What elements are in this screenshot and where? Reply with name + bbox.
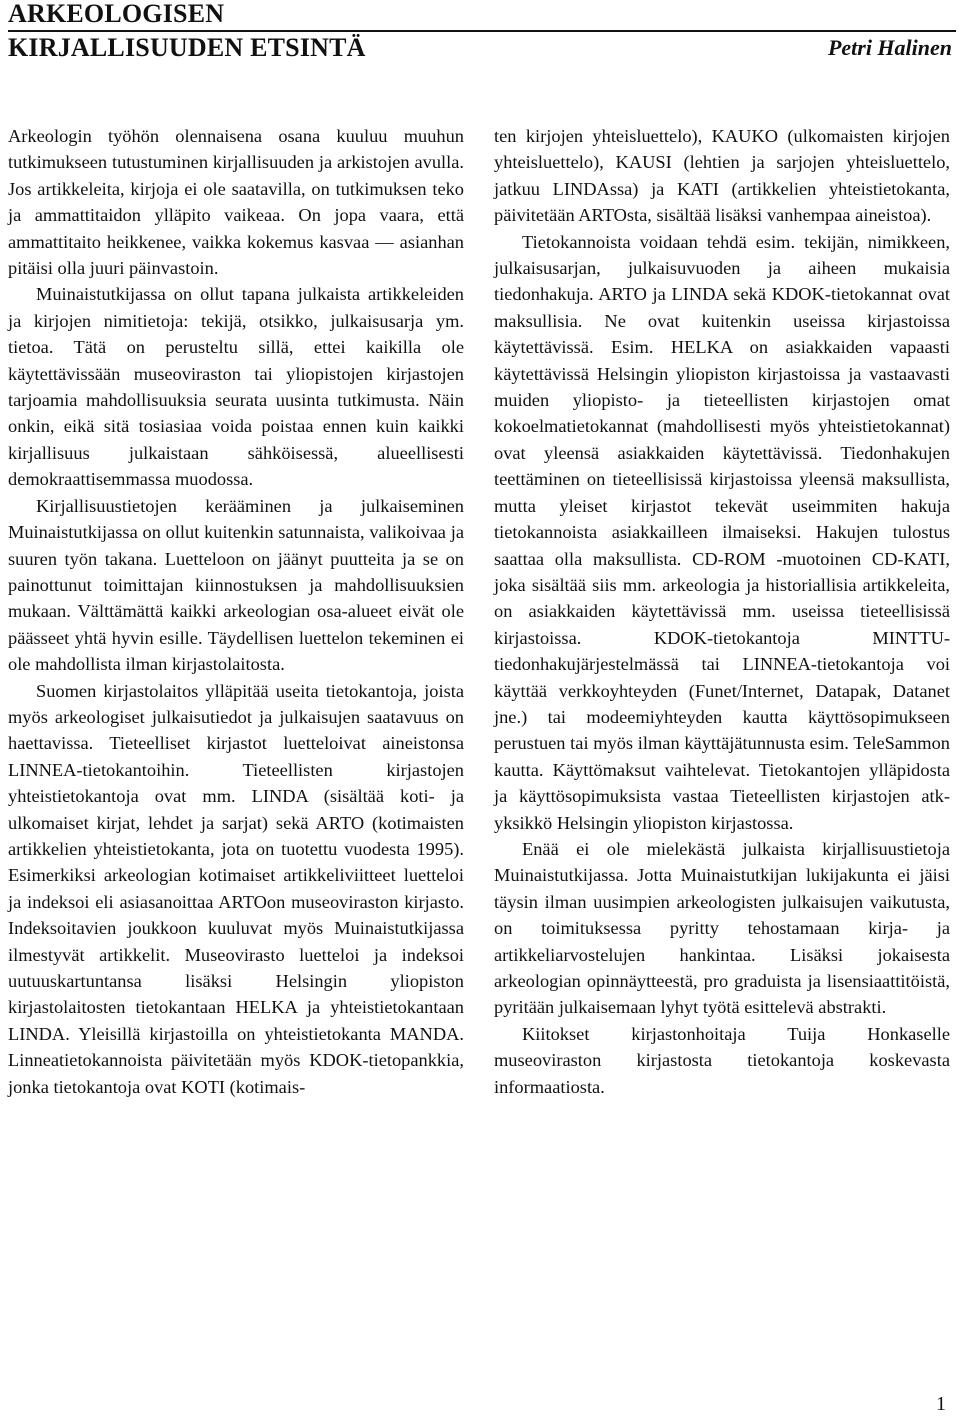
paragraph: Enää ei ole mielekästä julkaista kirjallisuustietoja Muinaistutkijassa. Jotta Muinaistutkijan lukijakunta ei jäisi täysin ilman uusimpien arkeologisten julkaisujen vaikutusta, on toimituksessa pyritty tehostamaan kirja- ja artikkeliarvostelujen hankintaa. Lisäksi jokaisesta arkeologian opinnäytteestä, pro graduista ja lisensiaattitöistä, pyritään julkaisemaan lyhyt työtä esittelevä abstrakti. — [494, 838, 950, 1018]
title-line-1: ARKEOLOGISEN — [8, 0, 225, 28]
author-name: Petri Halinen — [827, 35, 952, 60]
paragraph: Suomen kirjastolaitos ylläpitää useita tietokantoja, joista myös arkeologiset julkaisutiedot ja julkaisujen saatavuus on haettavissa. Tieteelliset kirjastot luetteloivat aineistonsa LINNEA-tietokantoihin. Tieteellisten kirjastojen yhteistietokantoja ovat mm. LINDA (sisältää koti- ja ulkomaiset kirjat, lehdet ja sarjat) sekä ARTO (kotimaisten artikkelien yhteistietokanta, jota on tuotettu vuodesta 1995). Esimerkiksi arkeologian kotimaiset artikkeliviitteet luetteloi ja indeksoi eli asiasanoittaa ARTOon museoviraston kirjasto. Indeksoitavien joukkoon kuuluvat myös Muinaistutkijassa ilmestyvät artikkelit. Museovirasto luetteloi ja indeksoi uutuuskartuntansa lisäksi Helsingin yliopiston kirjastolaitosten tietokantaan HELKA ja yhteistietokantaan LINDA. Yleisillä kirjastoilla on yhteistietokanta MANDA. Linneatietokannoista päivitetään myös KDOK-tietopankkia, jonka tietokantoja ovat KOTI (kotimais- — [8, 680, 464, 1097]
title-rule — [8, 30, 956, 32]
article-header — [8, 0, 956, 66]
paragraph: Muinaistutkijassa on ollut tapana julkaista artikkeleiden ja kirjojen nimitietoja: tekijä, otsikko, julkaisusarja ym. tietoa. Tätä on perusteltu sillä, ettei kaikilla ole käytettävissään museoviraston tai yliopistojen kirjastojen tarjoamia mahdollisuuksia seurata uusinta tutkimusta. Näin onkin, eikä sitä tosiasiaa voida poistaa ennen kuin kaikki kirjallisuus julkaistaan sähköisessä, alueellisesti demokraattisemmassa muodossa. — [8, 284, 464, 490]
right-column — [494, 123, 950, 1100]
left-column — [8, 123, 464, 1100]
paragraph: Tietokannoista voidaan tehdä esim. tekijän, nimikkeen, julkaisusarjan, julkaisuvuoden ja aiheen mukaisia tiedonhakuja. ARTO ja LINDA sekä KDOK-tietokannat ovat maksullisia. Ne ovat kuitenkin useissa kirjastoissa käytettävissä. Esim. HELKA on asiakkaiden vapaasti käytettävissä Helsingin yliopiston kirjastoissa ja vastaavasti muiden yliopisto- ja tieteellisten kirjastojen omat kokoelmatietokannat (mahdollisesti myös yhteistietokannat) ovat yleensä asiakkaiden käytettävissä. Tiedonhakujen teettäminen on tieteellisissä kirjastoissa yleensä maksullista, mutta yleiset kirjastot tekevät useimmiten hakuja tietokannoista asiakkailleen ilmaiseksi. Hakujen tulostus saattaa olla maksullista. CD-ROM -muotoinen CD-KATI, joka sisältää siis mm. arkeologia ja historiallisia artikkeleita, on asiakkaiden käytettävissä mm. useissa tieteellisissä kirjastoissa. KDOK-tietokantoja MINTTU-tiedonhakujärjestelmässä tai LINNEA-tietokantoja voi käyttää verkkoyhteyden (Funet/Internet, Datapak, Datanet jne.) tai modeemiyhteyden kautta käyttösopimukseen perustuen tai myös ilman käyttäjätunnusta esim. TeleSammon kautta. Käyttömaksut vaihtelevat. Tietokantojen ylläpidosta ja käyttösopimuksista vastaa Tieteellisten kirjastojen atk-yksikkö Helsingin yliopiston kirjastossa. — [494, 231, 950, 833]
paragraph: Kiitokset kirjastonhoitaja Tuija Honkaselle museoviraston kirjastosta tietokantoja koskevasta informaatiosta. — [494, 1023, 950, 1097]
title-line-2: KIRJALLISUUDEN ETSINTÄ — [8, 33, 366, 62]
page-number: 1 — [936, 1393, 946, 1415]
paragraph: ten kirjojen yhteisluettelo), KAUKO (ulkomaisten kirjojen yhteisluettelo), KAUSI (lehtien ja sarjojen yhteisluettelo, jatkuu LINDAssa) ja KATI (artikkelien yhteistietokanta, päivitetään ARTOsta, sisältää lisäksi vanhempaa aineistoa). — [494, 126, 950, 226]
paragraph: Kirjallisuustietojen kerääminen ja julkaiseminen Muinaistutkijassa on ollut kuitenkin satunnaista, valikoivaa ja suuren työn takana. Luetteloon on jäänyt puutteita ja se on painottunut toimittajan kiinnostuksen ja mahdollisuuksien mukaan. Välttämättä kaikki arkeologian osa-alueet eivät ole päässeet yhtä hyvin esille. Täydellisen luettelon tekeminen ei ole mahdollista ilman kirjastolaitosta. — [8, 495, 464, 675]
paragraph: Arkeologin työhön olennaisena osana kuuluu muuhun tutkimukseen tutustuminen kirjallisuuden ja arkistojen avulla. Jos artikkeleita, kirjoja ei ole saatavilla, on tutkimuksen teko ja ammattitaidon ylläpito vaikeaa. On jopa vaara, että ammattitaito heikkenee, vaikka kokemus kasvaa — asianhan pitäisi olla juuri päinvastoin. — [8, 126, 464, 279]
